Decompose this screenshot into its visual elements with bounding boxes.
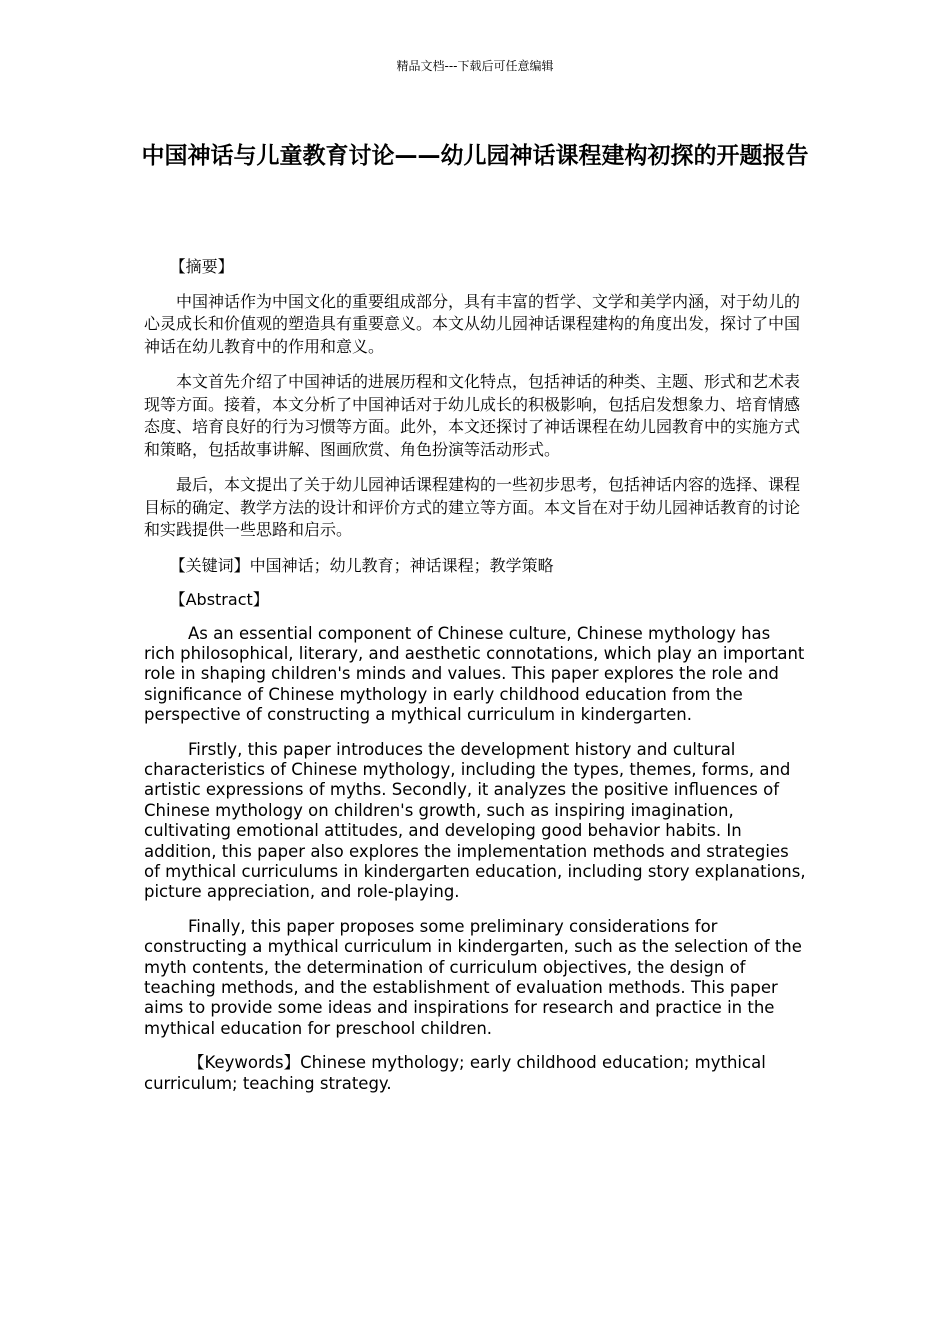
- abstract-cn-paragraph-3: 最后，本文提出了关于幼儿园神话课程建构的一些初步思考，包括神话内容的选择、课程目标的确定、教学方法的设计和评价方式的建立等方面。本文旨在对于幼儿园神话教育的讨论和实践提供一些思路和启示。: [144, 475, 801, 539]
- abstract-cn-paragraph-2: 本文首先介绍了中国神话的进展历程和文化特点，包括神话的种类、主题、形式和艺术表现等方面。接着，本文分析了中国神话对于幼儿成长的积极影响，包括启发想象力、培育情感态度、培育良好的行为习惯等方面。此外，本文还探讨了神话课程在幼儿园教育中的实施方式和策略，包括故事讲解、图画欣赏、角色扮演等活动形式。: [144, 372, 801, 459]
- abstract-cn-paragraph-1: 中国神话作为中国文化的重要组成部分，具有丰富的哲学、文学和美学内涵，对于幼儿的心灵成长和价值观的塑造具有重要意义。本文从幼儿园神话课程建构的角度出发，探讨了中国神话在幼儿教育中的作用和意义。: [144, 291, 801, 356]
- abstract-cn-label: 【摘要】: [169, 257, 234, 276]
- abstract-en-paragraph-3: Finally, this paper proposes some preliminary considerations for constructing a mythical curriculum in kindergarten, such as the selection of the myth contents, the determination of curriculum objectives, the design of teaching methods, and the establishment of evaluation methods. This paper aims to provide some ideas and inspirations for research and practice in the mythical education for preschool children.: [144, 916, 802, 1038]
- abstract-en-paragraph-2: Firstly, this paper introduces the development history and cultural characteristics of Chinese mythology, including the types, themes, forms, and artistic expressions of myths. Secondly, it analyzes the positive influences of Chinese mythology on children's growth, such as inspiring imagination, cultivating emotional attitudes, and developing good behavior habits. In addition, this paper also explores the implementation methods and strategies of mythical curriculums in kindergarten education, including story explanations, picture appreciation, and role-playing.: [144, 739, 806, 902]
- abstract-en-label: 【Abstract】: [169, 590, 269, 609]
- abstract-en-paragraph-1: As an essential component of Chinese culture, Chinese mythology has rich philosophical, literary, and aesthetic connotations, which play an important role in shaping children's minds and values. This paper explores the role and significance of Chinese mythology in early childhood education from the perspective of constructing a mythical curriculum in kindergarten.: [144, 623, 805, 725]
- keywords-cn: 【关键词】中国神话；幼儿教育；神话课程；教学策略: [169, 555, 554, 575]
- document-body: [144, 256, 806, 1108]
- keywords-en: 【Keywords】Chinese mythology; early childhood education; mythical curriculum; teaching strategy.: [144, 1053, 766, 1093]
- document-title: 中国神话与儿童教育讨论——幼儿园神话课程建构初探的开题报告: [141, 143, 809, 169]
- header-note: 精品文档---下载后可任意编辑: [396, 59, 554, 73]
